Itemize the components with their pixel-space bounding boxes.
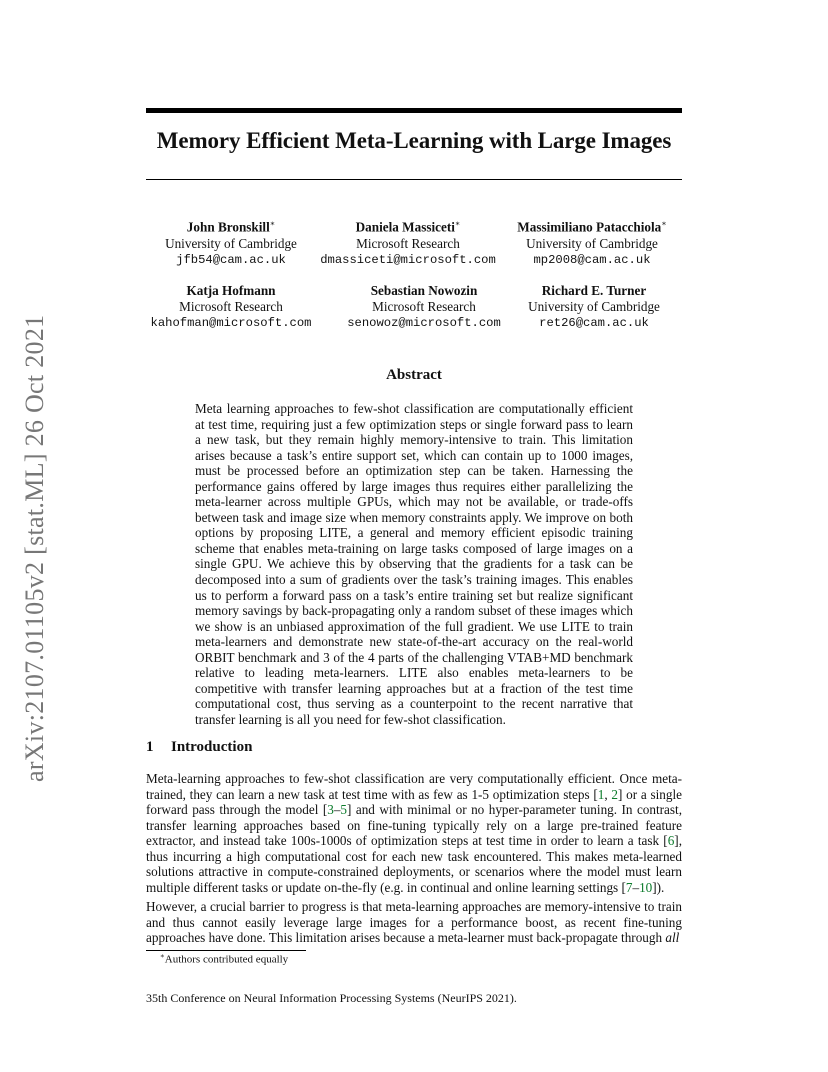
footnote-text: Authors contributed equally xyxy=(164,953,289,966)
arxiv-stamp: arXiv:2107.01105v2 [stat.ML] 26 Oct 2021 xyxy=(20,314,49,782)
citation-link[interactable]: 1 xyxy=(597,786,605,802)
author-email[interactable]: ret26@cam.ac.uk xyxy=(539,316,649,331)
title-bottom-rule xyxy=(146,179,682,180)
author-affiliation: Microsoft Research xyxy=(179,299,283,315)
section-title: Introduction xyxy=(171,739,253,755)
author-block-3 xyxy=(492,216,692,268)
author-email[interactable]: dmassiceti@microsoft.com xyxy=(320,252,496,267)
citation-link[interactable]: 7 xyxy=(625,879,633,895)
author-block-2 xyxy=(308,216,508,268)
author-affiliation: Microsoft Research xyxy=(372,299,476,315)
footnote-rule xyxy=(146,950,306,951)
citation-link[interactable]: 6 xyxy=(667,833,675,849)
author-name: John Bronskill∗ xyxy=(186,219,276,235)
section-heading xyxy=(146,739,252,756)
citation-link[interactable]: 3 xyxy=(327,802,334,818)
author-mark: ∗ xyxy=(661,219,667,228)
author-email[interactable]: jfb54@cam.ac.uk xyxy=(176,252,286,267)
title-top-rule xyxy=(146,108,682,113)
paper-title: Memory Efficient Meta-Learning with Large Images xyxy=(156,128,672,153)
author-affiliation: University of Cambridge xyxy=(165,235,297,251)
author-mark: ∗ xyxy=(269,219,276,228)
author-name: Massimiliano Patacchiola∗ xyxy=(517,219,667,235)
author-block-4 xyxy=(131,283,331,332)
abstract-heading: Abstract xyxy=(386,367,442,383)
author-email[interactable]: senowoz@microsoft.com xyxy=(347,316,501,331)
abstract-text: Meta learning approaches to few-shot classification are computationally efficient at test time, requiring just a few optimization steps or single forward pass to learn a new task, but they remain highly memory-intensive to train. This limitation arises because a task’s entire support set, which can contain up to 1000 images, must be processed before an optimization step can be taken. Harnessing the performance gains offered by large images thus requires either parallelizing the meta-learner across multiple GPUs, which may not be available, or trade-offs between task and image size when memory constraints apply. We improve on both options by proposing LITE, a general and memory efficient episodic training scheme that enables meta-training on large tasks composed of large images on a single GPU. We achieve this by observing that the gradients for a task can be decomposed into a sum of gradients over the task’s training images. This enables us to perform a forward pass on a task’s entire training set but realize significant memory savings by back-propagating only a random subset of these images which we show is an unbiased approximation of the full gradient. We use LITE to train meta-learners and demonstrate new state-of-the-art accuracy on the real-world ORBIT benchmark and 3 of the 4 parts of the challenging VTAB+MD benchmark relative to leading meta-learners. LITE also enables meta-learners to be competitive with transfer learning approaches but at a fraction of the test time computational cost, thus serving as a counterpoint to the recent narrative that transfer learning is all you need for few-shot classification. xyxy=(195,401,633,727)
citation-link[interactable]: 5 xyxy=(340,802,347,818)
author-affiliation: University of Cambridge xyxy=(528,299,660,315)
author-email[interactable]: kahofman@microsoft.com xyxy=(150,316,312,331)
author-affiliation: Microsoft Research xyxy=(356,235,460,251)
author-mark: ∗ xyxy=(454,219,461,228)
intro-paragraph-1: Meta-learning approaches to few-shot classification are very computationally efficient. Once meta-trained, they can learn a new task at test time with as few as 1-5 optimization steps [1, 2] or a single forward pass through the model [3–5] and with minimal or no hyper-parameter tuning. In contrast, transfer learning approaches based on fine-tuning typically rely on a large pre-trained feature extractor, and instead take 100s-1000s of optimization steps at test time in order to learn a task [6], thus incurring a high computational cost for each new task encountered. This makes meta-learned solutions attractive in compute-constrained deployments, or scenarios where the model must learn multiple different tasks or update on-the-fly (e.g. in continual and online learning settings [7–10]). xyxy=(146,771,683,895)
author-affiliation: University of Cambridge xyxy=(526,235,658,251)
footnote-mark: ∗ xyxy=(160,952,165,960)
citation-link[interactable]: 2 xyxy=(611,786,618,802)
author-name: Sebastian Nowozin xyxy=(370,283,478,298)
emphasis-all: all xyxy=(665,930,680,946)
section-number: 1 xyxy=(146,739,154,755)
intro-paragraph-2: However, a crucial barrier to progress is that meta-learning approaches are memory-intensive to train and thus cannot easily leverage large images for a performance boost, as recent fine-tuning approaches have done. This limitation arises because a meta-learner must back-propagate through all xyxy=(146,899,682,946)
author-name: Katja Hofmann xyxy=(186,283,276,298)
author-block-1 xyxy=(131,216,331,268)
footnote xyxy=(160,952,288,966)
conference-note: 35th Conference on Neural Information Processing Systems (NeurIPS 2021). xyxy=(146,991,517,1005)
author-name: Richard E. Turner xyxy=(541,283,647,298)
citation-link[interactable]: 10 xyxy=(639,879,653,895)
author-name: Daniela Massiceti∗ xyxy=(355,219,461,235)
author-email[interactable]: mp2008@cam.ac.uk xyxy=(533,252,651,267)
author-block-6 xyxy=(494,283,694,332)
